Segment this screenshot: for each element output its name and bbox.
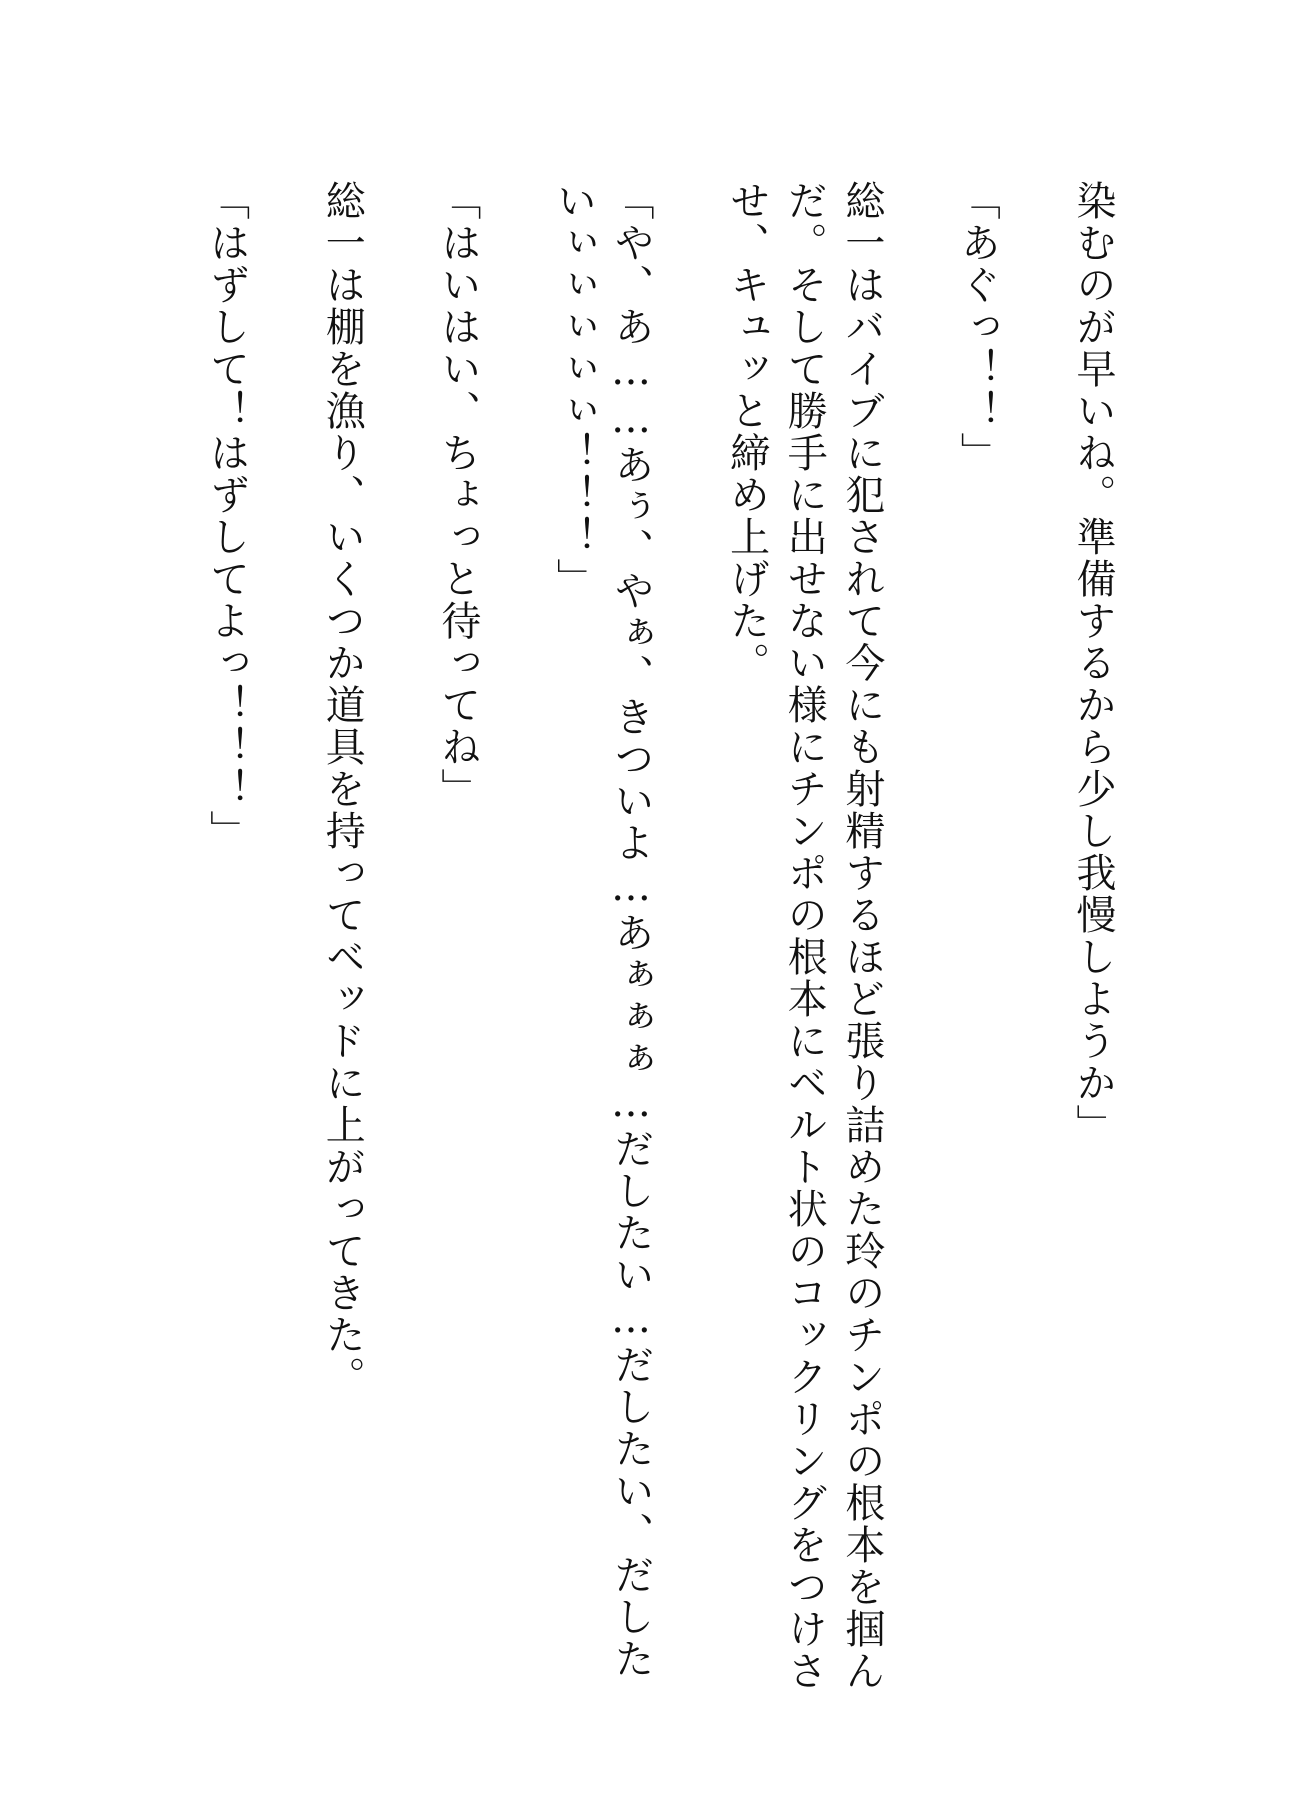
paragraph-gap [890,180,948,1720]
dialogue-wait: 「はいはい、ちょっと待ってね」 [434,180,481,810]
narration-shelf: 総一は棚を漁り、いくつか道具を持ってベッドに上がってきた。 [319,180,366,1398]
paragraph-gap [486,180,544,1720]
vertical-text-body [197,180,1121,1720]
dialogue-remove: 「はずして！はずしてよっ！！！」 [203,180,250,852]
dialogue-plea: 「や、あ……あぅ、やぁ、きついよ…あぁぁぁ…だしたい…だしたい、だしたいぃぃぃぃぃ！！！」 [550,180,655,1680]
paragraph-gap [659,180,717,1720]
paragraph-1: 染むのが早いね。準備するから少し我慢しようか」 [1070,180,1116,1146]
paragraph-gap [255,180,313,1720]
narration-belt: 総一はバイブに犯されて今にも射精するほど張り詰めた玲のチンポの根本を掴んだ。そして勝手に出せない様にチンポの根本にベルト状のコックリングをつけさせ、キュッと締め上げた。 [723,180,885,1692]
paragraph-gap [1005,180,1063,1720]
dialogue-agu: 「あぐっ！！」 [954,180,1001,474]
paragraph-gap [370,180,428,1720]
